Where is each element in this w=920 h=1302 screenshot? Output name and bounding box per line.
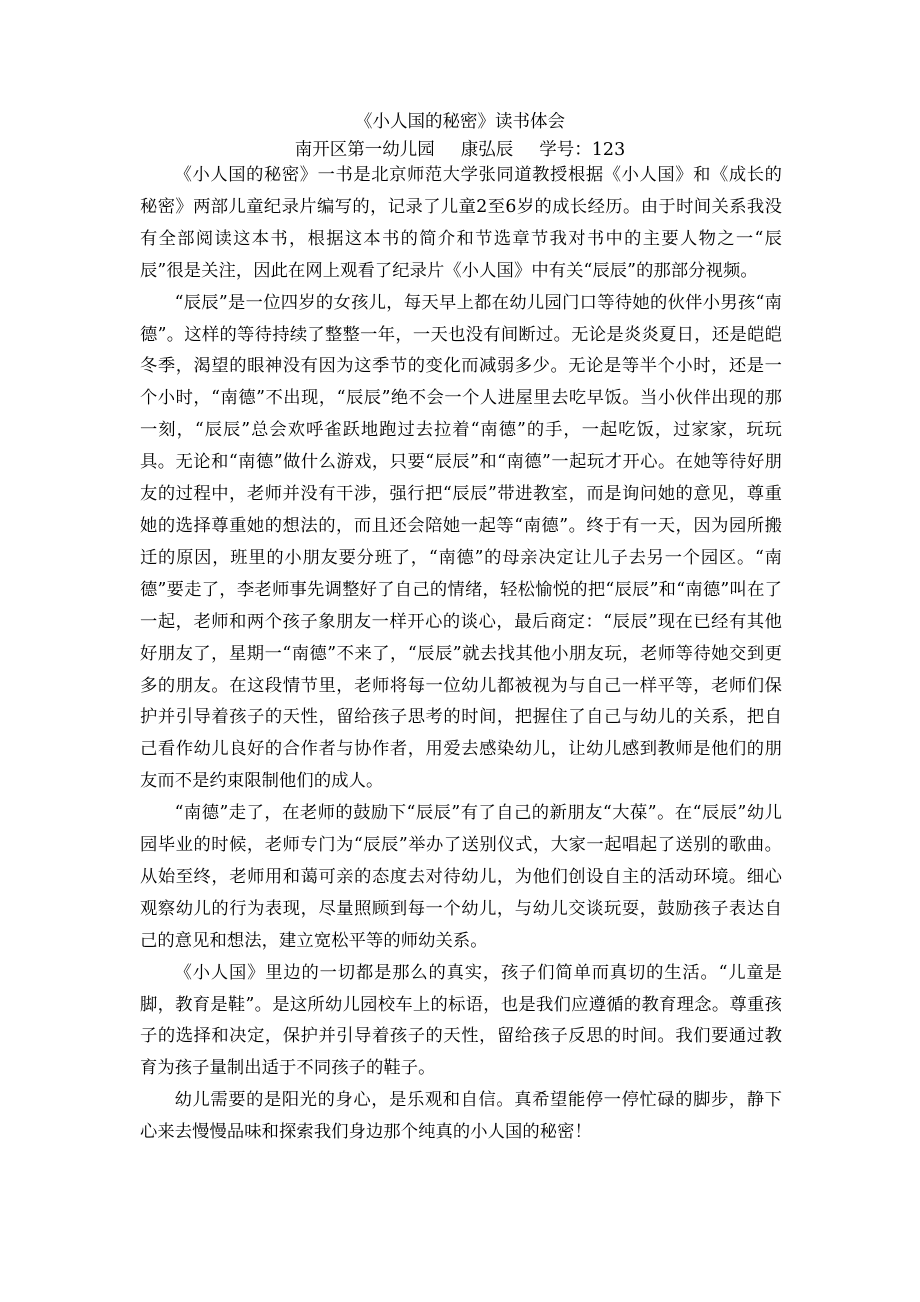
paragraph: 《小人国的秘密》一书是北京师范大学张同道教授根据《小人国》和《成长的秘密》两部儿童纪录片编写的，记录了儿童2至6岁的成长经历。由于时间关系我没有全部阅读这本书，根据这本书的简介和节选章节我对书中的主要人物之一“辰辰”很是关注，因此在网上观看了纪录片《小人国》中有关“辰辰”的那部分视频。 [140,165,782,281]
byline-author: 康弘辰 [460,140,514,160]
paragraph: “辰辰”是一位四岁的女孩儿，每天早上都在幼儿园门口等待她的伙伴小男孩“南德”。这样的等待持续了整整一年，一天也没有间断过。无论是炎炎夏日，还是皑皑冬季，渴望的眼神没有因为这季节的变化而减弱多少。无论是等半个小时，还是一个小时，“南德”不出现，“辰辰”绝不会一个人进屋里去吃早饭。当小伙伴出现的那一刻，“辰辰”总会欢呼雀跃地跑过去拉着“南德”的手，一起吃饭，过家家，玩玩具。无论和“南德”做什么游戏，只要“辰辰”和“南德”一起玩才开心。在她等待好朋友的过程中，老师并没有干涉，强行把“辰辰”带进教室，而是询问她的意见，尊重她的选择尊重她的想法的，而且还会陪她一起等“南德”。终于有一天，因为园所搬迁的原因，班里的小朋友要分班了，“南德”的母亲决定让儿子去另一个园区。“南德”要走了，李老师事先调整好了自己的情绪，轻松愉悦的把“辰辰”和“南德”叫在了一起，老师和两个孩子象朋友一样开心的谈心，最后商定：“辰辰”现在已经有其他好朋友了，星期一“南德”不来了，“辰辰”就去找其他小朋友玩，老师等待她交到更多的朋友。在这段情节里，老师将每一位幼儿都被视为与自己一样平等，老师们保护并引导着孩子的天性，留给孩子思考的时间，把握住了自己与幼儿的关系，把自己看作幼儿良好的合作者与协作者，用爱去感染幼儿，让幼儿感到教师是他们的朋友而不是约束限制他们的成人。 [140,292,782,792]
paragraph: “南德”走了，在老师的鼓励下“辰辰”有了自己的新朋友“大葆”。在“辰辰”幼儿园毕业的时候，老师专门为“辰辰”举办了送别仪式，大家一起唱起了送别的歌曲。从始至终，老师用和蔼可亲的态度去对待幼儿，为他们创设自主的活动环境。细心观察幼儿的行为表现，尽量照顾到每一个幼儿，与幼儿交谈玩耍，鼓励孩子表达自己的意见和想法，建立宽松平等的师幼关系。 [140,803,782,951]
byline-student-id: 学号：123 [539,140,626,160]
paragraph: 《小人国》里边的一切都是那么的真实，孩子们简单而真切的生活。“儿童是脚，教育是鞋”。是这所幼儿园校车上的标语，也是我们应遵循的教育理念。尊重孩子的选择和决定，保护并引导着孩子的天性，留给孩子反思的时间。我们要通过教育为孩子量制出适于不同孩子的鞋子。 [140,962,782,1079]
document-title: 《小人国的秘密》读书体会 [355,112,565,132]
document-body [140,160,782,1149]
paragraph: 幼儿需要的是阳光的身心，是乐观和自信。真希望能停一停忙碌的脚步，静下心来去慢慢品味和探索我们身边那个纯真的小人国的秘密！ [140,1090,782,1143]
byline-school: 南开区第一幼儿园 [294,140,435,160]
